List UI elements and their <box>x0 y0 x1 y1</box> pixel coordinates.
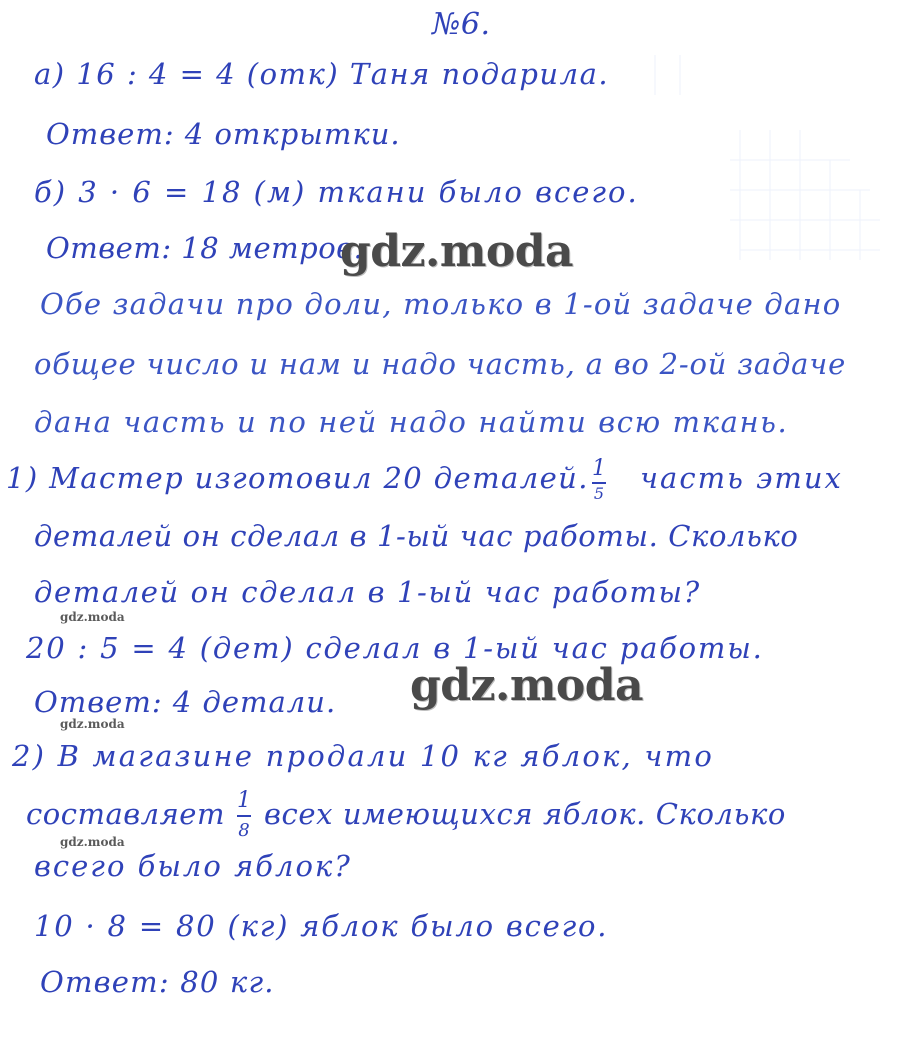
task2-fraction-numerator: 1 <box>237 788 251 813</box>
line-b-answer: Ответ: 18 метров. <box>46 231 364 265</box>
task1-line-2: деталей он сделал в 1-ый час работы. Сколько <box>34 519 799 553</box>
line-b-solution: б) 3 · 6 = 18 (м) ткани было всего. <box>34 175 639 209</box>
task2-line-1: 2) В магазине продали 10 кг яблок, что <box>12 739 714 773</box>
task2-line-2a: составляет <box>26 797 225 831</box>
task1-answer: Ответ: 4 детали. <box>34 685 337 719</box>
task1-line-1a: 1) Мастер изготовил 20 деталей. <box>6 461 589 495</box>
watermark-small-3: gdz.moda <box>60 835 125 849</box>
watermark-small-2: gdz.moda <box>60 717 125 731</box>
watermark-small-1: gdz.moda <box>60 610 125 624</box>
task1-solution: 20 : 5 = 4 (дет) сделал в 1-ый час работы. <box>26 631 764 665</box>
watermark-large-2: gdz.moda <box>410 660 644 711</box>
task2-line-3: всего было яблок? <box>34 849 352 883</box>
line-a-answer: Ответ: 4 открытки. <box>46 117 401 151</box>
explanation-line-3: дана часть и по ней надо найти всю ткань. <box>34 405 789 439</box>
task2-solution: 10 · 8 = 80 (кг) яблок было всего. <box>34 909 609 943</box>
task2-fraction-denominator: 8 <box>238 820 250 841</box>
line-a-solution: а) 16 : 4 = 4 (отк) Таня подарила. <box>34 57 610 91</box>
explanation-line-2: общее число и нам и надо часть, а во 2-ой задаче <box>34 347 847 381</box>
task2-fraction-bar <box>237 815 251 817</box>
exercise-number: №6. <box>432 7 491 42</box>
task1-fraction-numerator: 1 <box>592 456 606 481</box>
task1-fraction-denominator: 5 <box>593 484 605 503</box>
task2-answer: Ответ: 80 кг. <box>40 965 275 999</box>
task1-line-1b: часть этих <box>640 461 843 495</box>
explanation-line-1: Обе задачи про доли, только в 1-ой задаче дано <box>40 287 842 321</box>
task1-line-3: деталей он сделал в 1-ый час работы? <box>34 575 701 609</box>
task2-line-2b: всех имеющихся яблок. Сколько <box>264 797 786 831</box>
watermark-large-1: gdz.moda <box>340 226 574 277</box>
